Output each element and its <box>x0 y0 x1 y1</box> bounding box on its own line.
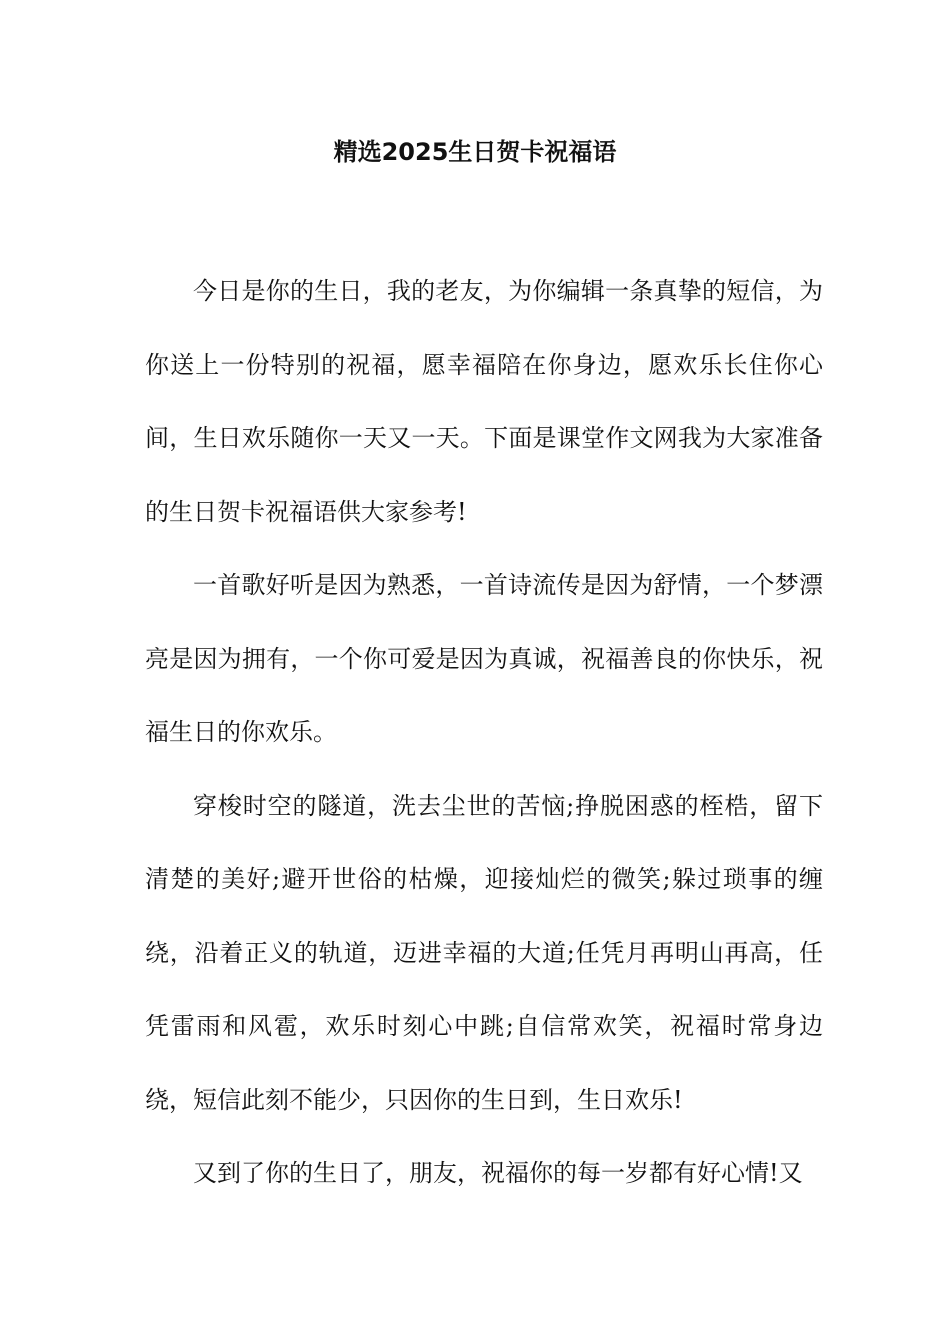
paragraph-song: 一首歌好听是因为熟悉，一首诗流传是因为舒情，一个梦漂亮是因为拥有，一个你可爱是因为真诚，祝福善良的你快乐，祝福生日的你欢乐。 <box>145 571 823 746</box>
paragraph-intro: 今日是你的生日，我的老友，为你编辑一条真挚的短信，为你送上一份特别的祝福，愿幸福陪在你身边，愿欢乐长住你心间，生日欢乐随你一天又一天。下面是课堂作文网我为大家准备的生日贺卡祝福语供大家参考! <box>145 277 823 526</box>
document-title: 精选2025生日贺卡祝福语 <box>333 138 617 166</box>
document-body <box>145 255 823 1211</box>
paragraph-tunnel: 穿梭时空的隧道，洗去尘世的苦恼;挣脱困惑的桎梏，留下清楚的美好;避开世俗的枯燥，迎接灿烂的微笑;躲过琐事的缠绕，沿着正义的轨道，迈进幸福的大道;任凭月再明山再高，任凭雷雨和风雹，欢乐时刻心中跳;自信常欢笑，祝福时常身边绕，短信此刻不能少，只因你的生日到，生日欢乐! <box>145 791 823 1114</box>
paragraph-again: 又到了你的生日了，朋友，祝福你的每一岁都有好心情!又 <box>193 1159 803 1187</box>
